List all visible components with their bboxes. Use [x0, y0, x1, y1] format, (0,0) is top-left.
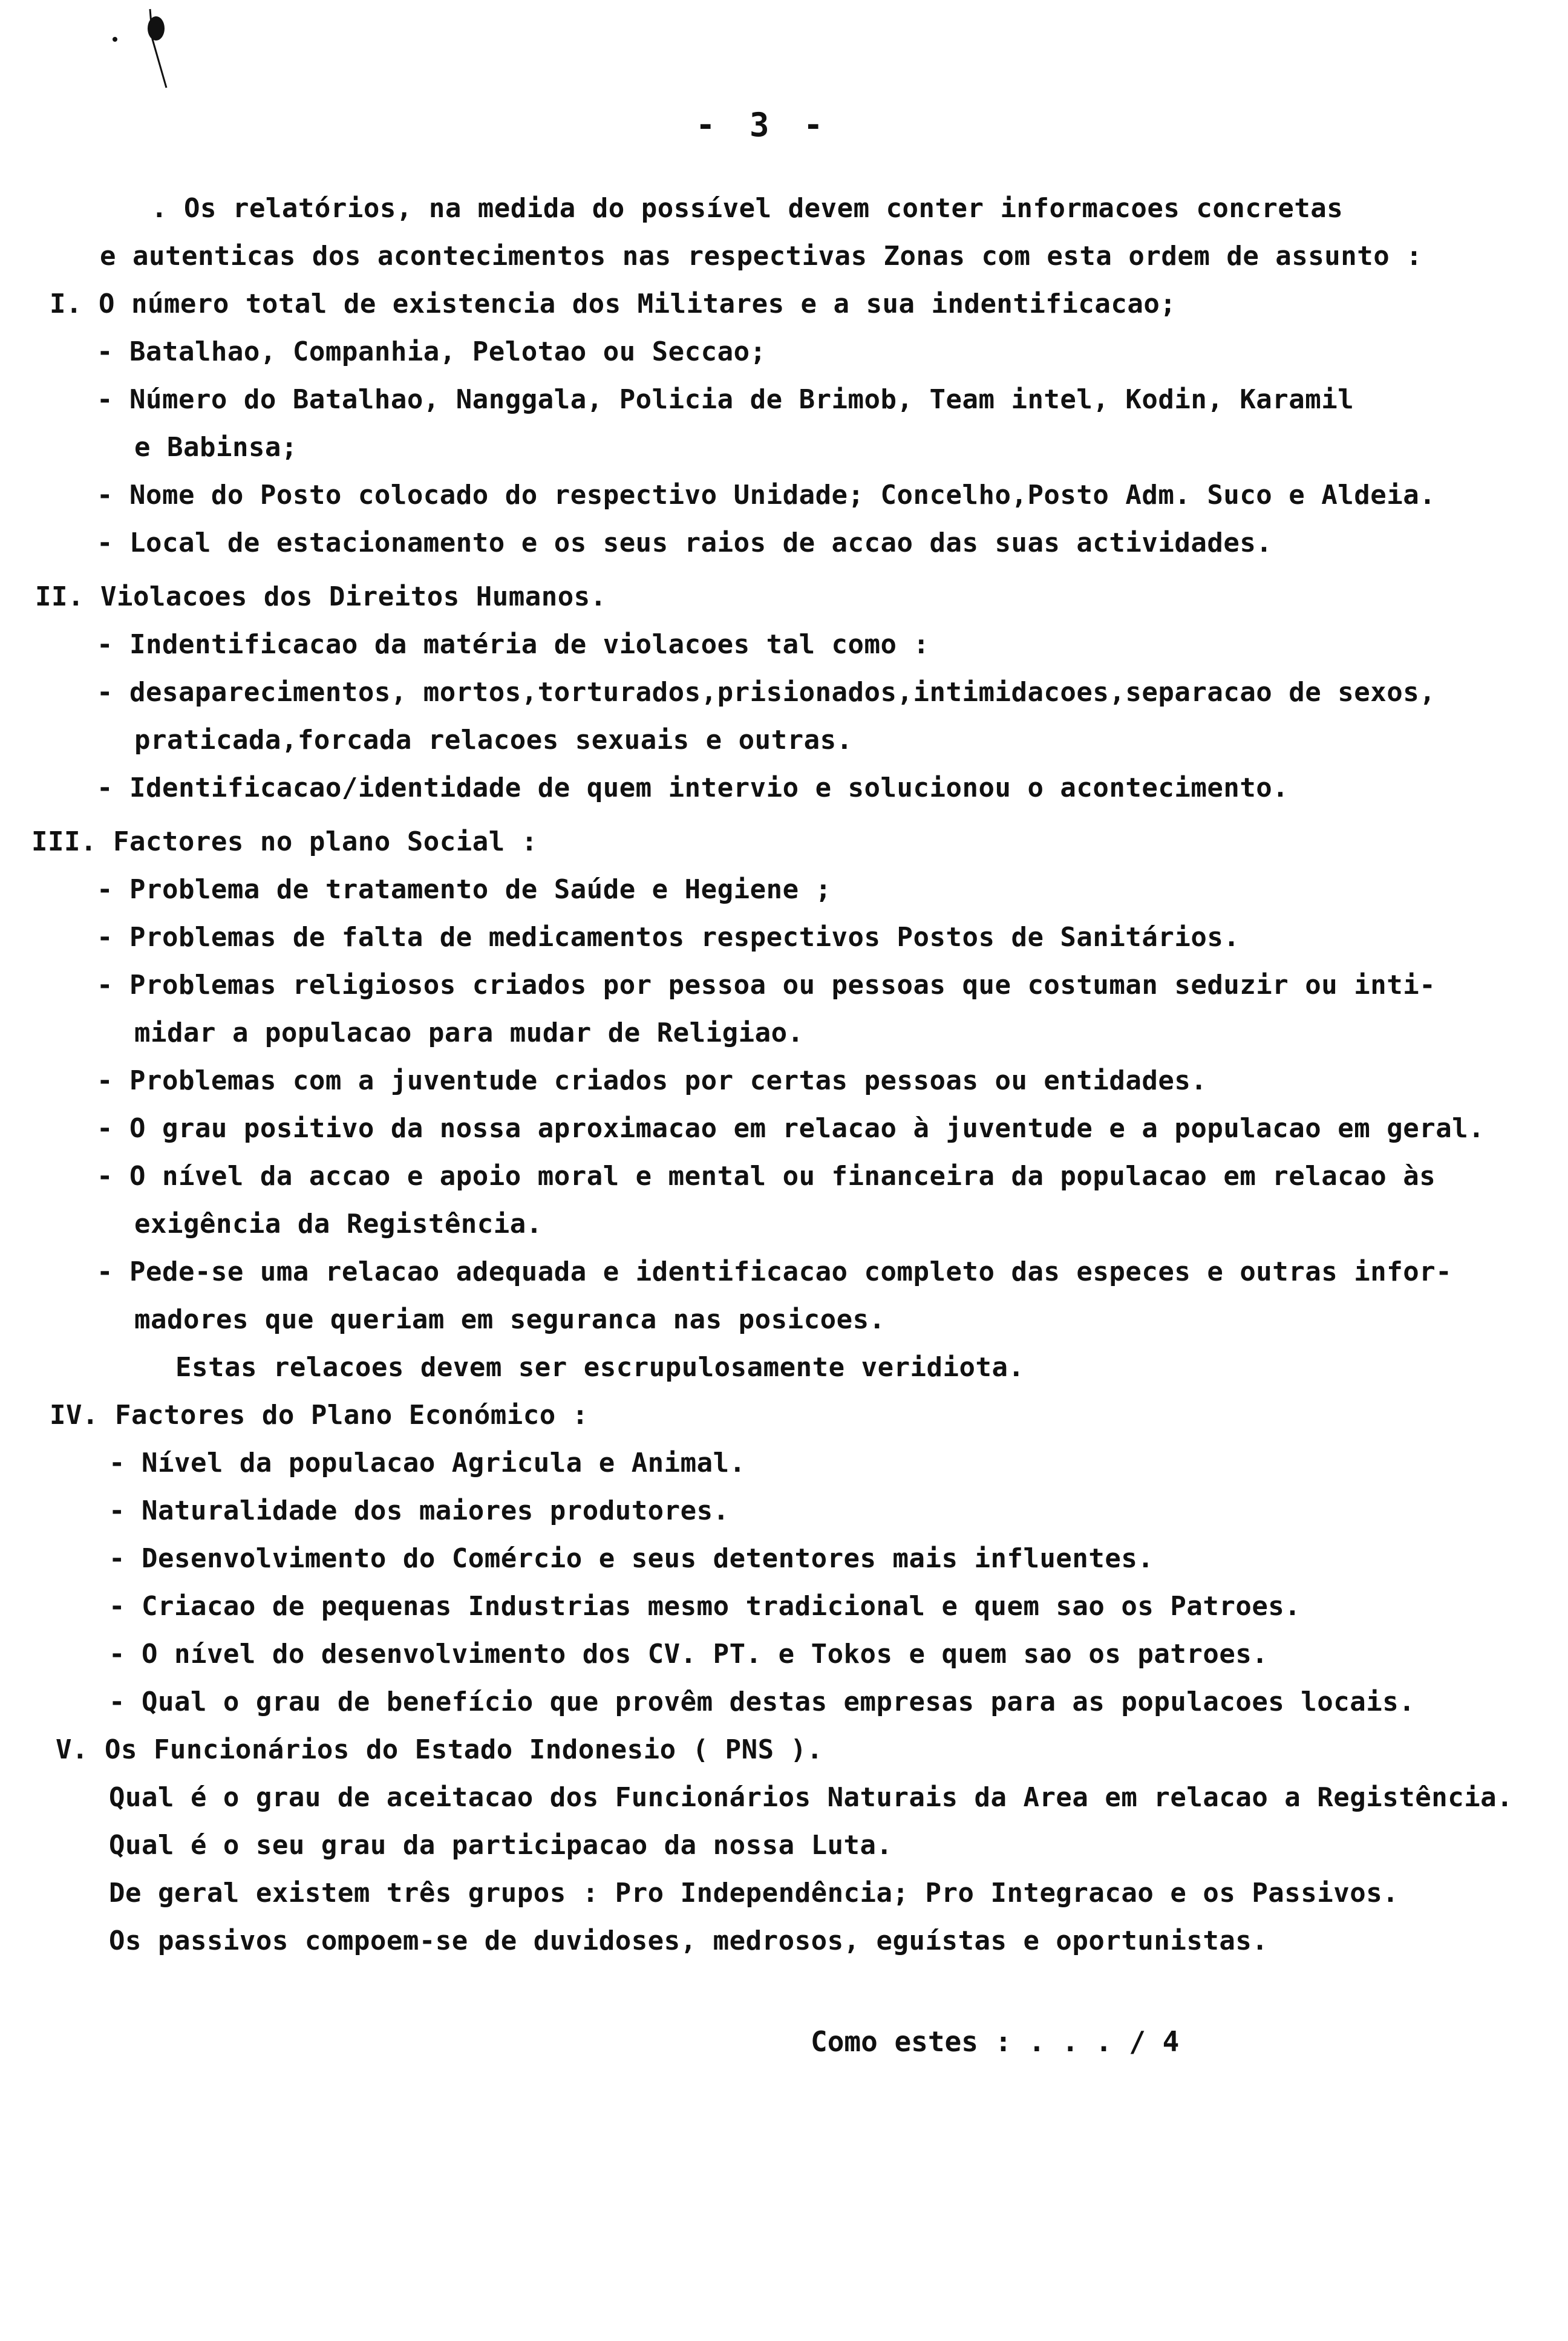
section-4-item: - Criacao de pequenas Industrias mesmo tradicional e quem sao os Patroes.: [109, 1591, 1301, 1622]
section-3-item: - O grau positivo da nossa aproximacao em relacao à juventude e a populacao em geral.: [97, 1113, 1485, 1144]
section-4-heading: IV. Factores do Plano Económico :: [50, 1400, 589, 1431]
section-2-heading: II. Violacoes dos Direitos Humanos.: [35, 581, 607, 612]
section-3-item: - Problemas de falta de medicamentos respectivos Postos de Sanitários.: [97, 922, 1240, 953]
page-number: - 3 -: [696, 106, 831, 144]
intro-line-1: . Os relatórios, na medida do possível devem conter informacoes concretas: [151, 193, 1344, 224]
section-4-item: - Nível da populacao Agricula e Animal.: [109, 1448, 746, 1478]
section-4-item: - Desenvolvimento do Comércio e seus detentores mais influentes.: [109, 1543, 1154, 1574]
section-5-text: Qual é o grau de aceitacao dos Funcionários Naturais da Area em relacao a Registência.: [109, 1782, 1514, 1813]
section-5-text: De geral existem três grupos : Pro Independência; Pro Integracao e os Passivos.: [109, 1878, 1399, 1908]
section-1-item: - Local de estacionamento e os seus raios de accao das suas actividades.: [97, 527, 1273, 558]
ink-blot-mark: [109, 3, 181, 94]
section-5-heading: V. Os Funcionários do Estado Indonesio ( PNS ).: [56, 1734, 823, 1765]
section-3-item-cont: exigência da Registência.: [134, 1209, 543, 1239]
section-4-item: - Qual o grau de benefício que provêm destas empresas para as populacoes locais.: [109, 1686, 1416, 1717]
section-1-item: - Número do Batalhao, Nanggala, Policia de Brimob, Team intel, Kodin, Karamil: [97, 384, 1354, 415]
section-3-heading: III. Factores no plano Social :: [31, 826, 538, 857]
intro-line-2: e autenticas dos acontecimentos nas respectivas Zonas com esta ordem de assunto :: [100, 241, 1423, 272]
section-1-heading: I. O número total de existencia dos Militares e a sua indentificacao;: [50, 289, 1177, 319]
section-4-item: - Naturalidade dos maiores produtores.: [109, 1495, 730, 1526]
section-1-item-cont: e Babinsa;: [134, 432, 298, 463]
section-3-item: - Problema de tratamento de Saúde e Hegiene ;: [97, 874, 832, 905]
section-3-item: - Problemas com a juventude criados por certas pessoas ou entidades.: [97, 1065, 1207, 1096]
section-3-item: - O nível da accao e apoio moral e mental ou financeira da populacao em relacao às: [97, 1161, 1436, 1192]
section-3-item: - Pede-se uma relacao adequada e identificacao completo das especes e outras infor-: [97, 1256, 1452, 1287]
section-5-text: Qual é o seu grau da participacao da nossa Luta.: [109, 1830, 893, 1861]
section-1-item: - Nome do Posto colocado do respectivo Unidade; Concelho,Posto Adm. Suco e Aldeia.: [97, 480, 1436, 511]
section-3-note: Estas relacoes devem ser escrupulosamente veridiota.: [175, 1352, 1025, 1383]
section-5-text: Os passivos compoem-se de duvidoses, medrosos, eguístas e oportunistas.: [109, 1925, 1269, 1956]
section-1-item: - Batalhao, Companhia, Pelotao ou Seccao;: [97, 336, 766, 367]
section-3-item: - Problemas religiosos criados por pessoa ou pessoas que costuman seduzir ou inti-: [97, 970, 1436, 1001]
section-2-item-cont: praticada,forcada relacoes sexuais e outras.: [134, 725, 853, 756]
section-2-item: - desaparecimentos, mortos,torturados,prisionados,intimidacoes,separacao de sexos,: [97, 677, 1436, 708]
section-2-item: - Indentificacao da matéria de violacoes tal como :: [97, 629, 930, 660]
section-4-item: - O nível do desenvolvimento dos CV. PT. e Tokos e quem sao os patroes.: [109, 1639, 1269, 1670]
section-3-item-cont: midar a populacao para mudar de Religiao.: [134, 1017, 804, 1048]
section-2-item: - Identificacao/identidade de quem intervio e solucionou o acontecimento.: [97, 772, 1289, 803]
section-3-item-cont: madores que queriam em seguranca nas posicoes.: [134, 1304, 886, 1335]
continuation-note: Como estes : . . . / 4: [811, 2025, 1180, 2058]
